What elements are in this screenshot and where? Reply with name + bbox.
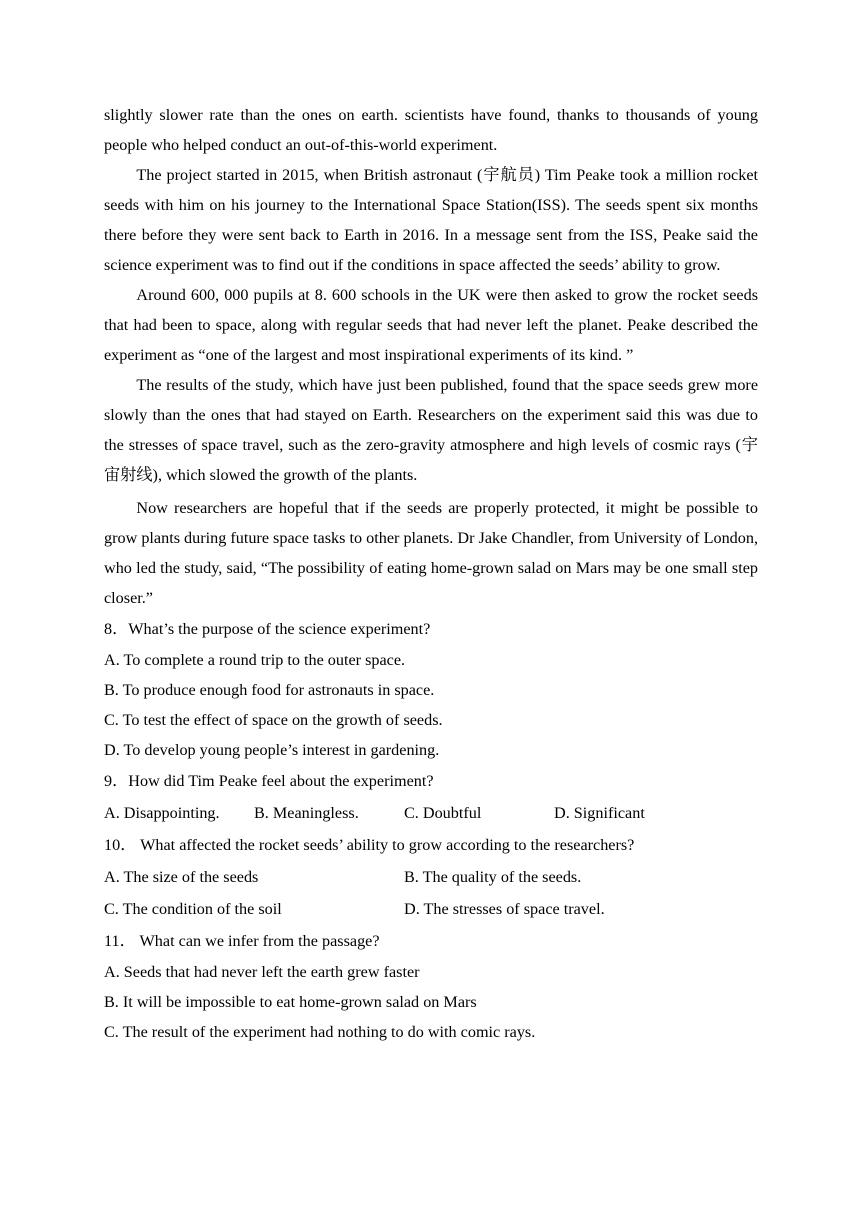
passage-paragraph-1: slightly slower rate than the ones on earth. scientists have found, thanks to thousands of young people who helped conduct an out-of-this-world experiment. xyxy=(104,106,758,154)
question-11 xyxy=(104,926,758,1047)
option-c: C. Doubtful xyxy=(404,804,482,822)
question-stem: 8．What’s the purpose of the science experiment? xyxy=(104,620,431,638)
option-a: A. To complete a round trip to the outer space. xyxy=(104,651,406,669)
option-c: C. To test the effect of space on the growth of seeds. xyxy=(104,711,443,729)
options-row xyxy=(104,861,758,893)
options-row xyxy=(104,797,758,829)
passage-paragraph-4: The results of the study, which have just been published, found that the space seeds grew more slowly than the ones that had stayed on Earth. Researchers on the experiment said this was due to the stresses of space travel, such as the zero-gravity atmosphere and high levels of cosmic rays (宇宙射线), which slowed the growth of the plants. xyxy=(104,376,758,484)
option-b: B. The quality of the seeds. xyxy=(404,868,582,886)
option-d: D. The stresses of space travel. xyxy=(404,900,605,918)
option-c: C. The result of the experiment had nothing to do with comic rays. xyxy=(104,1023,536,1041)
option-c: C. The condition of the soil xyxy=(104,900,282,918)
option-b: B. To produce enough food for astronauts in space. xyxy=(104,681,435,699)
passage-paragraph-3: Around 600, 000 pupils at 8. 600 schools in the UK were then asked to grow the rocket seeds that had been to space, along with regular seeds that had never left the planet. Peake described the experiment as “one of the largest and most inspirational experiments of its kind. ” xyxy=(104,286,758,364)
option-a: A. The size of the seeds xyxy=(104,868,259,886)
option-a: A. Disappointing. xyxy=(104,804,220,822)
passage-paragraph-2: The project started in 2015, when British astronaut (宇航员) Tim Peake took a million rocket seeds with him on his journey to the International Space Station(ISS). The seeds spent six months there before they were sent back to Earth in 2016. In a message sent from the ISS, Peake said the science experiment was to find out if the conditions in space affected the seeds’ ability to grow. xyxy=(104,166,758,274)
question-stem: 11． What can we infer from the passage? xyxy=(104,932,380,950)
option-a: A. Seeds that had never left the earth grew faster xyxy=(104,963,420,981)
question-9 xyxy=(104,766,758,829)
option-b: B. Meaningless. xyxy=(254,804,359,822)
option-d: D. Significant xyxy=(554,804,645,822)
question-8 xyxy=(104,614,758,765)
option-d: D. To develop young people’s interest in gardening. xyxy=(104,741,440,759)
document-page xyxy=(104,100,758,1047)
option-b: B. It will be impossible to eat home-grown salad on Mars xyxy=(104,993,477,1011)
passage-paragraph-5: Now researchers are hopeful that if the seeds are properly protected, it might be possible to grow plants during future space tasks to other planets. Dr Jake Chandler, from University of London, who led the study, said, “The possibility of eating home-grown salad on Mars may be one small step closer.” xyxy=(104,499,758,607)
question-stem: 10． What affected the rocket seeds’ ability to grow according to the researchers? xyxy=(104,836,635,854)
question-stem: 9．How did Tim Peake feel about the experiment? xyxy=(104,772,434,790)
options-row xyxy=(104,893,758,925)
question-10 xyxy=(104,830,758,925)
